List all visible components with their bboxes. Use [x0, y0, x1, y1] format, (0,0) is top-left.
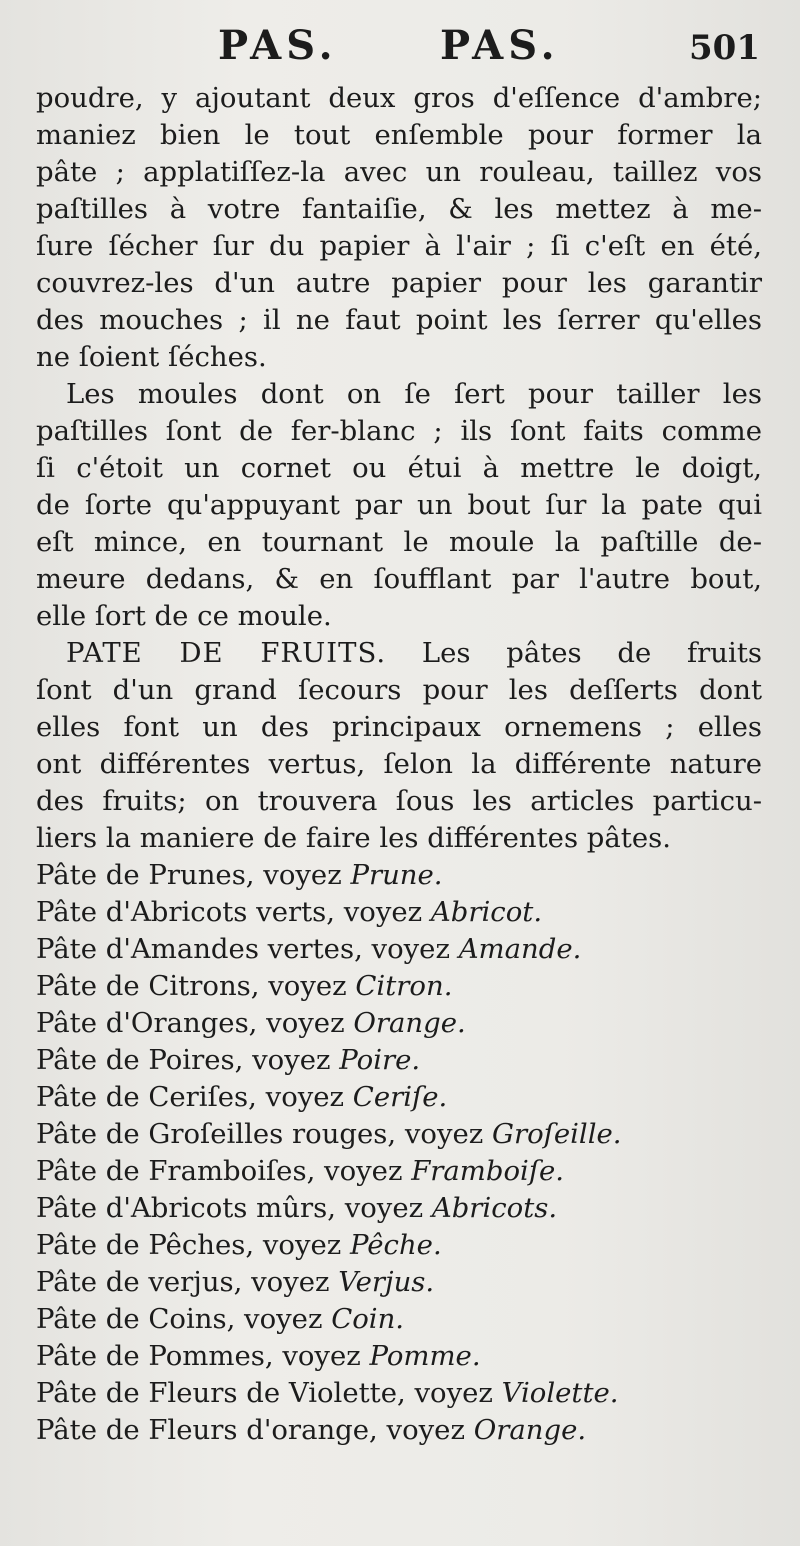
paragraph-moules: [36, 376, 762, 635]
entry-ref: Amande.: [458, 933, 582, 965]
running-header: [0, 22, 800, 72]
text-line: paſtilles ſont de fer-blanc ; ils ſont faits comme: [36, 415, 762, 447]
page-number: 501: [689, 28, 760, 68]
paragraph-pastilles-end: [36, 80, 762, 376]
entry-ref: Pomme.: [369, 1340, 481, 1372]
text-line: des fruits; on trouvera ſous les articles particu-: [36, 785, 762, 817]
text-line: ont différentes vertus, ſelon la différente nature: [36, 748, 762, 780]
list-item: [36, 1338, 762, 1375]
list-item: [36, 1375, 762, 1412]
list-item: [36, 968, 762, 1005]
entry-text: Pâte de Fleurs de Violette, voyez: [36, 1377, 502, 1409]
list-item: [36, 1153, 762, 1190]
text-line: poudre, y ajoutant deux gros d'eſſence d'ambre;: [36, 82, 762, 114]
entry-text: Pâte d'Oranges, voyez: [36, 1007, 354, 1039]
text-line: des mouches ; il ne faut point les ſerrer qu'elles: [36, 304, 762, 336]
text-line: paſtilles à votre fantaiſie, & les mettez à me-: [36, 193, 762, 225]
list-item: [36, 1116, 762, 1153]
text-line: eſt mince, en tournant le moule la paſtille de-: [36, 526, 762, 558]
cross-reference-list: [36, 857, 762, 1449]
entry-ref: Citron.: [355, 970, 453, 1002]
entry-text: Pâte de Groſeilles rouges, voyez: [36, 1118, 493, 1150]
text-line: ſi c'étoit un cornet ou étui à mettre le doigt,: [36, 452, 762, 484]
entry-pate-de-fruits: [36, 635, 762, 857]
entry-heading: PATE DE FRUITS.: [66, 637, 387, 669]
entry-text: Pâte d'Abricots verts, voyez: [36, 896, 431, 928]
text-line: pâte ; applatiſſez-la avec un rouleau, taillez vos: [36, 156, 762, 188]
entry-ref: Groſeille.: [492, 1118, 622, 1150]
text-line: ſure ſécher ſur du papier à l'air ; ſi c'eſt en été,: [36, 230, 762, 262]
text-line: ne ſoient ſéches.: [36, 341, 267, 373]
text-line: meure dedans, & en ſoufflant par l'autre bout,: [36, 563, 762, 595]
entry-ref: Poire.: [339, 1044, 421, 1076]
running-head-left: PAS.: [218, 22, 338, 69]
entry-text: Pâte de Framboiſes, voyez: [36, 1155, 412, 1187]
text-line: de ſorte qu'appuyant par un bout ſur la pate qui: [36, 489, 762, 521]
list-item: [36, 1412, 762, 1449]
list-item: [36, 1042, 762, 1079]
entry-ref: Violette.: [501, 1377, 619, 1409]
entry-ref: Ceriſe.: [352, 1081, 448, 1113]
entry-ref: Pêche.: [350, 1229, 442, 1261]
entry-ref: Orange.: [473, 1414, 587, 1446]
entry-text: Pâte de Poires, voyez: [36, 1044, 340, 1076]
entry-text: Pâte de Pêches, voyez: [36, 1229, 351, 1261]
entry-ref: Abricots.: [431, 1192, 558, 1224]
entry-heading-rest: Les pâtes de fruits: [386, 637, 762, 669]
entry-text: Pâte de Pommes, voyez: [36, 1340, 370, 1372]
text-line: maniez bien le tout enſemble pour former la: [36, 119, 762, 151]
entry-text: Pâte de Coins, voyez: [36, 1303, 332, 1335]
entry-ref: Orange.: [353, 1007, 466, 1039]
text-line: couvrez-les d'un autre papier pour les garantir: [36, 267, 762, 299]
list-item: [36, 1079, 762, 1116]
list-item: [36, 931, 762, 968]
list-item: [36, 1301, 762, 1338]
entry-text: Pâte de Prunes, voyez: [36, 859, 351, 891]
entry-ref: Verjus.: [338, 1266, 435, 1298]
entry-ref: Framboiſe.: [411, 1155, 565, 1187]
text-line: elles font un des principaux ornemens ; elles: [36, 711, 762, 743]
list-item: [36, 1005, 762, 1042]
entry-ref: Abricot.: [430, 896, 543, 928]
text-line: elle ſort de ce moule.: [36, 600, 332, 632]
entry-ref: Prune.: [350, 859, 443, 891]
entry-ref: Coin.: [331, 1303, 405, 1335]
list-item: [36, 894, 762, 931]
text-line: liers la maniere de faire les différentes pâtes.: [36, 822, 671, 854]
entry-text: Pâte de Fleurs d'orange, voyez: [36, 1414, 474, 1446]
list-item: [36, 1227, 762, 1264]
list-item: [36, 857, 762, 894]
text-line: Les moules dont on ſe ſert pour tailler les: [66, 378, 762, 410]
entry-text: Pâte d'Amandes vertes, voyez: [36, 933, 459, 965]
running-head-center: PAS.: [440, 22, 560, 69]
entry-text: Pâte de Citrons, voyez: [36, 970, 356, 1002]
text-line: ſont d'un grand ſecours pour les deſſerts dont: [36, 674, 762, 706]
list-item: [36, 1190, 762, 1227]
text-line: [36, 635, 762, 672]
entry-text: Pâte de verjus, voyez: [36, 1266, 339, 1298]
entry-text: Pâte de Ceriſes, voyez: [36, 1081, 353, 1113]
page-body: [36, 80, 762, 1449]
list-item: [36, 1264, 762, 1301]
entry-text: Pâte d'Abricots mûrs, voyez: [36, 1192, 432, 1224]
